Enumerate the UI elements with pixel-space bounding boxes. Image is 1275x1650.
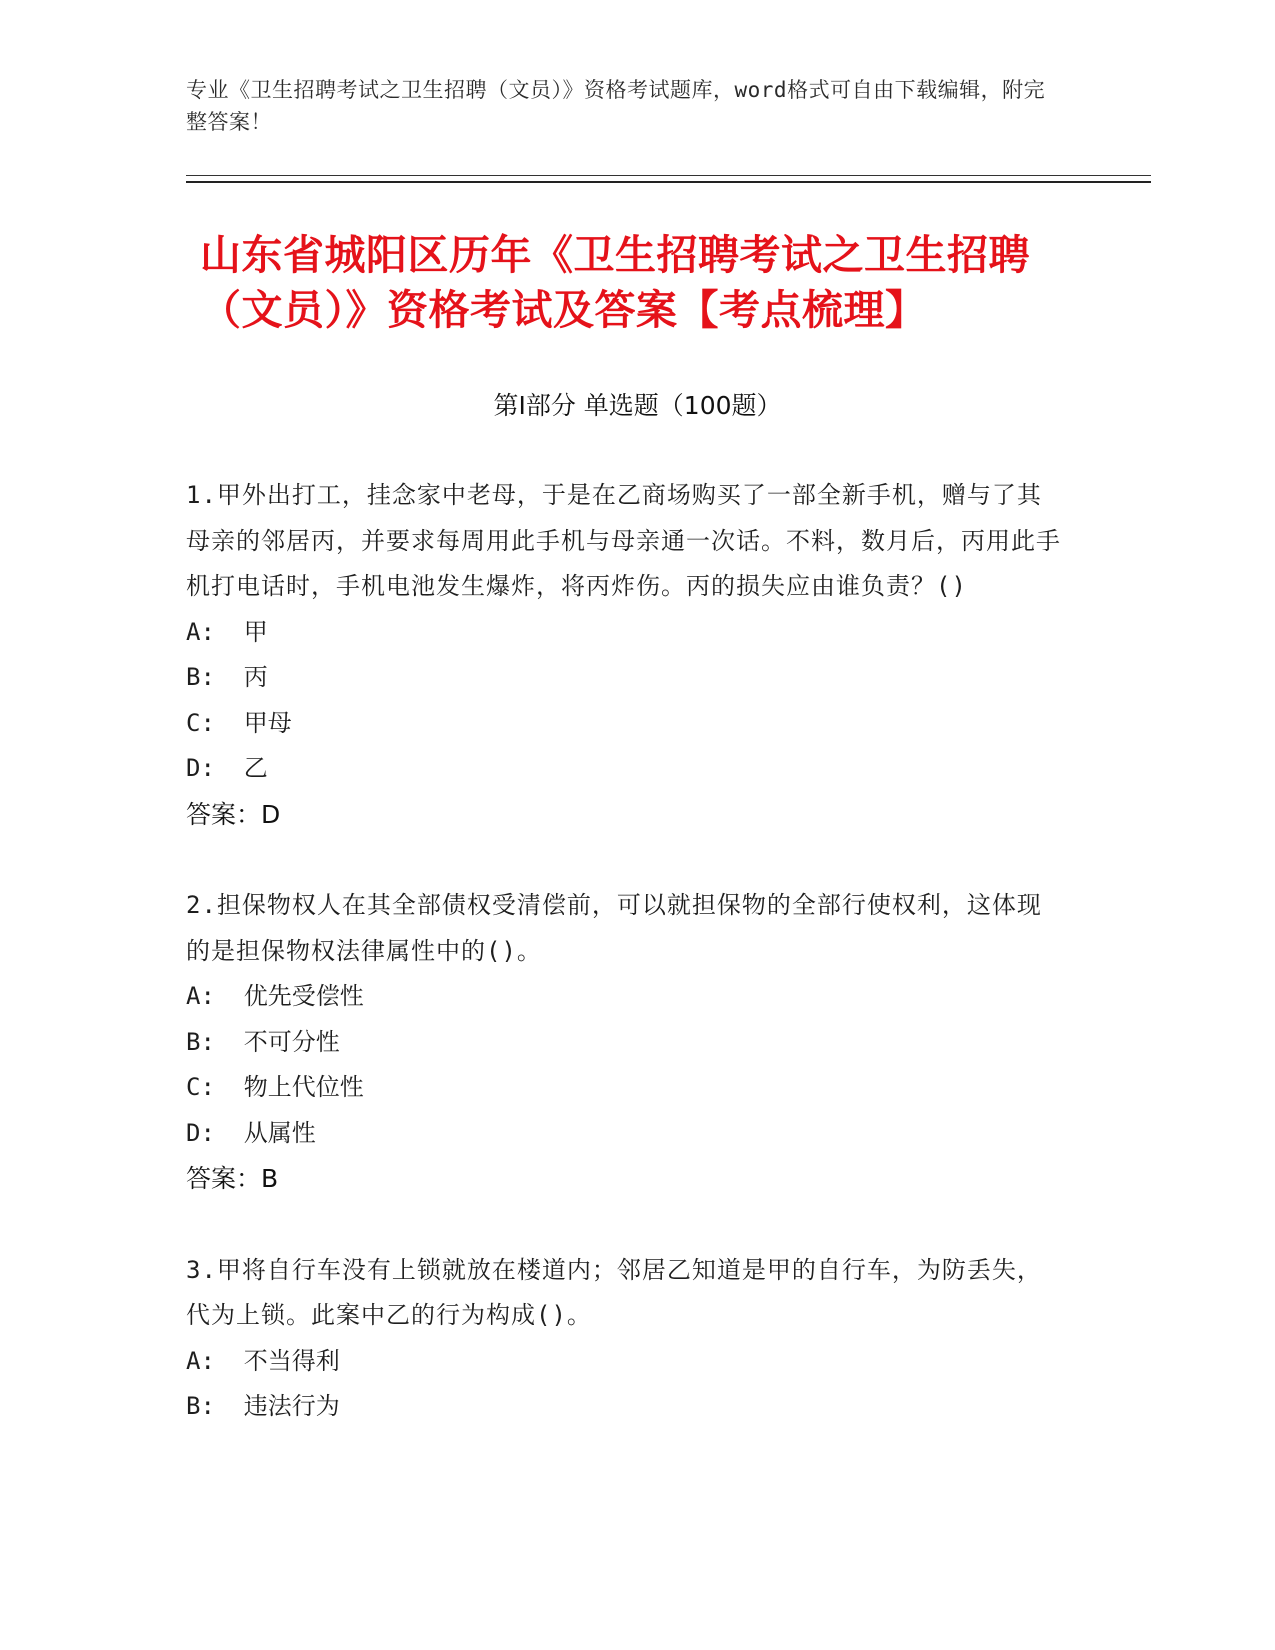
option-d: D: 乙	[186, 754, 268, 782]
answer-line: 答案：D	[186, 799, 281, 829]
option-c: C: 物上代位性	[186, 1073, 364, 1101]
option-a: A: 不当得利	[186, 1346, 340, 1375]
option-a: A: 优先受偿性	[186, 982, 364, 1010]
question-3	[186, 1248, 1066, 1430]
answer-line: 答案：B	[186, 1164, 279, 1193]
option-b: B: 违法行为	[186, 1392, 340, 1420]
option-b: B: 丙	[186, 663, 268, 691]
question-stem: 1.甲外出打工，挂念家中老母，于是在乙商场购买了一部全新手机，赠与了其母亲的邻居丙，并要求每周用此手机与母亲通一次话。不料，数月后，丙用此手机打电话时，手机电池发生爆炸，将丙炸伤。丙的损失应由谁负责？()	[186, 481, 1061, 600]
question-list	[186, 473, 1066, 1476]
option-b: B: 不可分性	[186, 1027, 340, 1056]
header-divider-thin	[186, 175, 1151, 176]
question-stem: 2.担保物权人在其全部债权受清偿前，可以就担保物的全部行使权利，这体现的是担保物权法律属性中的()。	[186, 891, 1042, 965]
header-note: 专业《卫生招聘考试之卫生招聘（文员）》资格考试题库，word格式可自由下载编辑，附完整答案！	[186, 78, 1046, 134]
question-stem: 3.甲将自行车没有上锁就放在楼道内；邻居乙知道是甲的自行车，为防丢失，代为上锁。此案中乙的行为构成()。	[186, 1255, 1042, 1329]
option-a: A: 甲	[186, 617, 268, 646]
question-1	[186, 473, 1066, 837]
document-title: 山东省城阳区历年《卫生招聘考试之卫生招聘（文员）》资格考试及答案【考点梳理】	[200, 231, 1030, 334]
header-divider-thick	[186, 181, 1151, 183]
question-2	[186, 883, 1066, 1202]
section-title: 第Ⅰ部分 单选题（100题）	[493, 391, 782, 420]
option-d: D: 从属性	[186, 1118, 316, 1147]
option-c: C: 甲母	[186, 708, 292, 737]
